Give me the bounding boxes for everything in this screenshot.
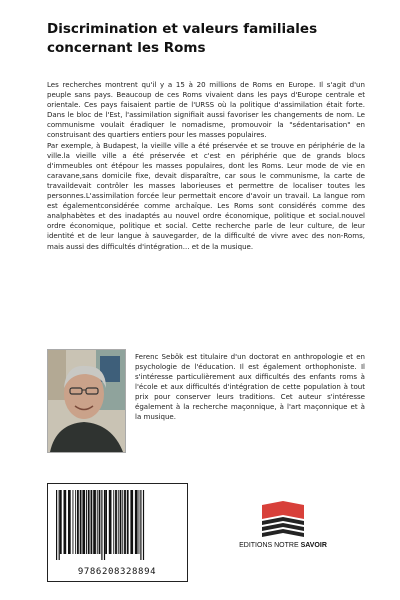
author-photo bbox=[47, 349, 126, 453]
publisher-name-prefix: EDITIONS NOTRE bbox=[239, 542, 301, 549]
publisher-name bbox=[233, 542, 333, 549]
isbn-barcode bbox=[47, 483, 188, 582]
publisher-name-bold: SAVOIR bbox=[300, 542, 327, 549]
book-title: Discrimination et valeurs familiales concernant les Roms bbox=[47, 21, 318, 56]
barcode-icon bbox=[54, 490, 181, 560]
summary-paragraph: Les recherches montrent qu'il y a 15 à 20 millions de Roms en Europe. Il s'agit d'un peuple sans pays. Beaucoup de ces Roms vivaient dans les pays d'Europe centrale et orientale. Ces pays faisaient partie de l'URSS où la politique d'assimilation était forte. Dans le bloc de l'Est, l'assimilation signifiait aussi favoriser les changements de nom. Le communisme voulait éradiquer le nomadisme, promouvoir la "sédentarisation" en construisant des quartiers entiers pour les masses populaires. bbox=[47, 80, 365, 140]
isbn-number: 9786208328894 bbox=[77, 567, 157, 577]
publisher-book-logo-icon bbox=[258, 499, 308, 539]
author-portrait-icon bbox=[48, 350, 125, 452]
author-bio: Ferenc Sebök est titulaire d'un doctorat en anthropologie et en psychologie de l'éducation. Il est également orthophoniste. Il s'intéresse particulièrement aux difficultés des enfants roms à l'école et aux difficultés d'intégration de cette population à tout prix pour conserver leurs traditions. Cet auteur s'intéresse également à la recherche maçonnique, à l'art maçonnique et à la musique. bbox=[135, 352, 365, 422]
back-cover-summary bbox=[47, 80, 365, 252]
summary-paragraph: Par exemple, à Budapest, la vieille ville a été préservée et se trouve en périphérie de la ville.la vieille ville a été préservée et c'est en périphérie que de grands blocs d'immeubles ont étépour les masses populaires, dont les Roms. Leur mode de vie en caravane,sans domicile fixe, devait disparaître, car sous le communisme, la carte de travaildevait contrôler les masses laborieuses et permettre de localiser toutes les personnes.L'assimilation forcée leur permettait encore d'avoir un travail. La langue rom est égalementconsidérée comme archaïque. Les Roms sont considérés comme des analphabètes et des inadaptés au nouvel ordre économique, politique et social.nouvel ordre économique, politique et social. Cette recherche parle de leur culture, de leur identité et de leur langue à sauvegarder, de la difficulté de vivre avec des non-Roms, mais aussi des difficultés d'intégration... et de la musique. bbox=[47, 140, 365, 251]
